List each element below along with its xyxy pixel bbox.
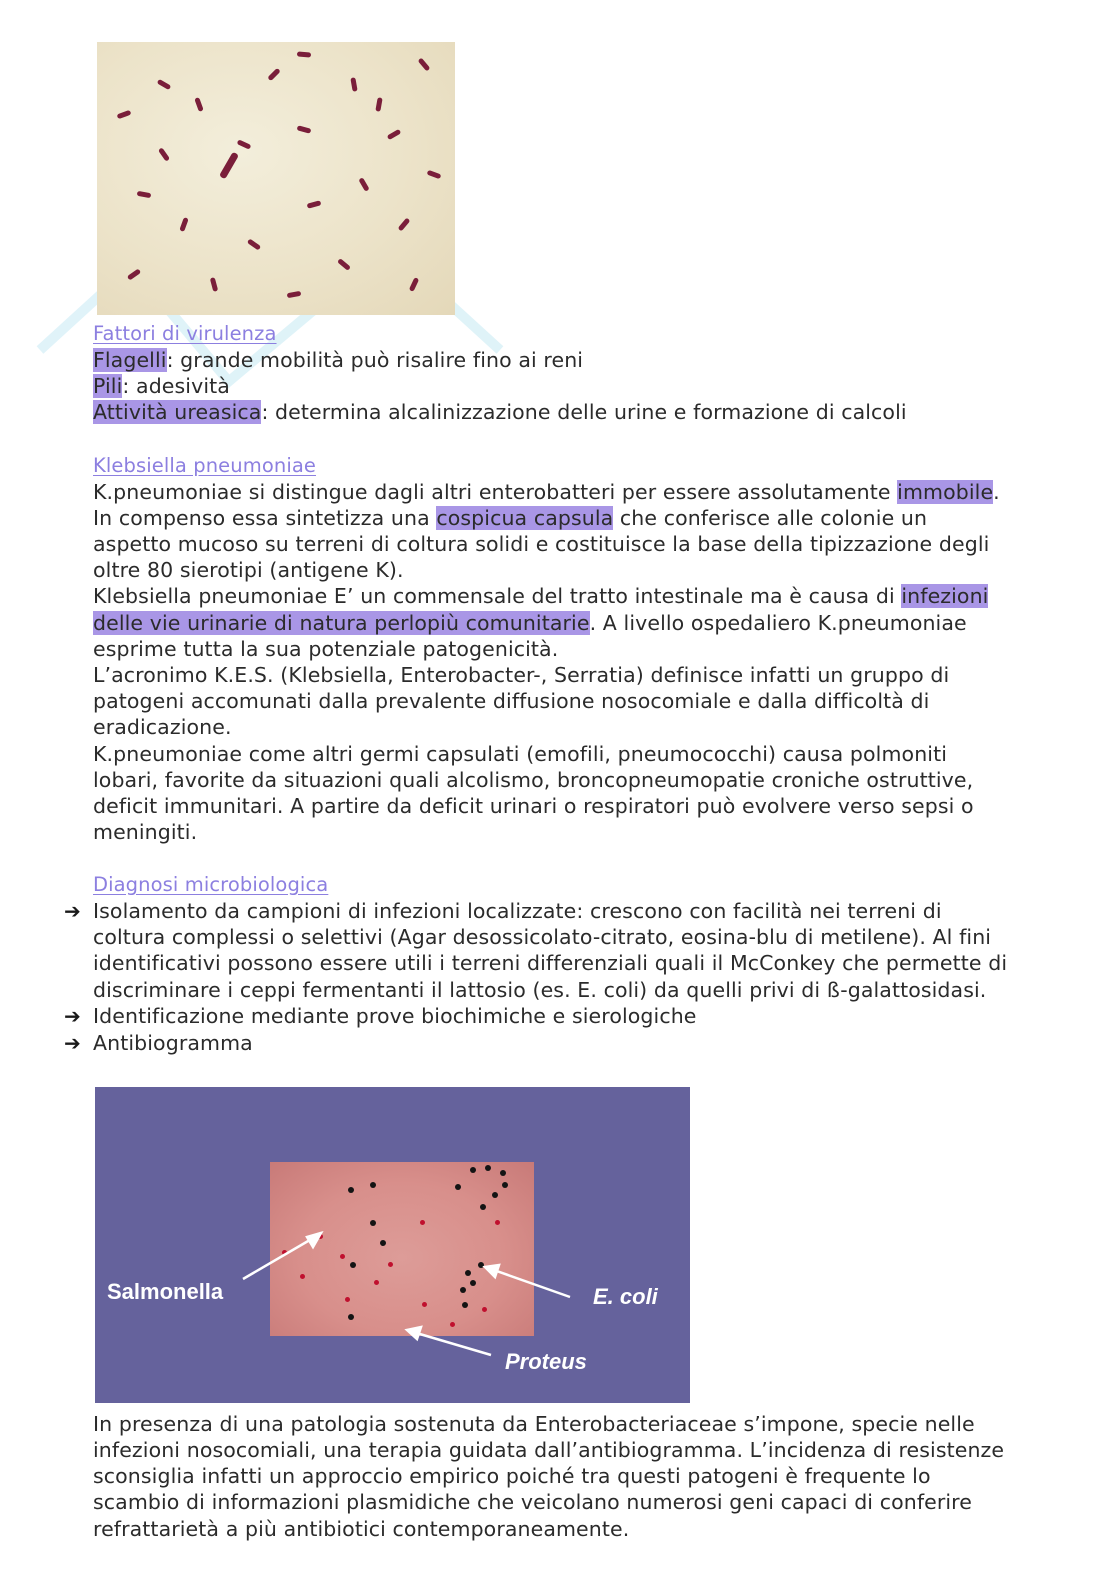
label-proteus: Proteus bbox=[505, 1349, 587, 1374]
diagnosis-bullet-line: coltura complessi o selettivi (Agar desossicolato-citrato, eosina-blu di metilene). Al fini bbox=[93, 925, 992, 949]
klebsiella-line: aspetto mucoso su terreni di coltura solidi e costituisce la base della tipizzazione degli bbox=[93, 532, 990, 556]
klebsiella-line: delle vie urinarie di natura perlopiù comunitarie. A livello ospedaliero K.pneumoniae bbox=[93, 611, 967, 635]
virulence-item-flagelli: Flagelli: grande mobilità può risalire fino ai reni bbox=[93, 348, 584, 372]
klebsiella-line: L’acronimo K.E.S. (Klebsiella, Enterobacter-, Serratia) definisce infatti un gruppo di bbox=[93, 663, 950, 687]
heading-klebsiella: Klebsiella pneumoniae bbox=[93, 454, 316, 477]
klebsiella-line: eradicazione. bbox=[93, 715, 232, 739]
heading-diagnosis: Diagnosi microbiologica bbox=[93, 873, 329, 896]
label-ecoli: E. coli bbox=[593, 1284, 658, 1309]
klebsiella-line: oltre 80 sierotipi (antigene K). bbox=[93, 558, 404, 582]
klebsiella-line: esprime tutta la sua potenziale patogenicità. bbox=[93, 637, 559, 661]
klebsiella-line: lobari, favorite da situazioni quali alcolismo, broncopneumopatie croniche ostruttive, bbox=[93, 768, 974, 792]
diagnosis-bullet-line: Antibiogramma bbox=[93, 1031, 253, 1055]
klebsiella-line: K.pneumoniae si distingue dagli altri enterobatteri per essere assolutamente immobile. bbox=[93, 480, 1000, 504]
closing-line: sconsiglia infatti un approccio empirico poiché tra questi patogeni è frequente lo bbox=[93, 1464, 931, 1488]
diagnosis-bullet-line: Isolamento da campioni di infezioni localizzate: crescono con facilità nei terreni di bbox=[93, 899, 942, 923]
label-salmonella: Salmonella bbox=[107, 1279, 224, 1304]
closing-line: scambio di informazioni plasmidiche che veicolano numerosi geni capaci di conferire bbox=[93, 1490, 972, 1514]
diagnosis-bullet-line: Identificazione mediante prove biochimiche e sierologiche bbox=[93, 1004, 697, 1028]
klebsiella-line: meningiti. bbox=[93, 820, 198, 844]
arrow-right-icon: ➔ bbox=[64, 1004, 81, 1028]
virulence-item-pili: Pili: adesività bbox=[93, 374, 230, 398]
klebsiella-line: In compenso essa sintetizza una cospicua capsula che conferisce alle colonie un bbox=[93, 506, 928, 530]
figure-arrows bbox=[95, 1087, 690, 1403]
heading-virulence: Fattori di virulenza bbox=[93, 322, 277, 345]
diagnosis-bullet-line: discriminare i ceppi fermentanti il lattosio (es. E. coli) da quelli privi di ß-galattosidasi. bbox=[93, 978, 987, 1002]
bacteria-micrograph bbox=[97, 42, 455, 315]
closing-line: In presenza di una patologia sostenuta da Enterobacteriaceae s’impone, specie nelle bbox=[93, 1412, 975, 1436]
virulence-item-ureasica: Attività ureasica: determina alcalinizzazione delle urine e formazione di calcoli bbox=[93, 400, 907, 424]
arrow-right-icon: ➔ bbox=[64, 1031, 81, 1055]
klebsiella-line: deficit immunitari. A partire da deficit urinari o respiratori può evolvere verso sepsi o bbox=[93, 794, 974, 818]
diagnosis-bullet-line: identificativi possono essere utili i terreni differenziali quali il McConkey che permette di bbox=[93, 951, 1008, 975]
closing-line: refrattarietà a più antibiotici contemporaneamente. bbox=[93, 1517, 630, 1541]
closing-line: infezioni nosocomiali, una terapia guidata dall’antibiogramma. L’incidenza di resistenze bbox=[93, 1438, 1005, 1462]
klebsiella-line: patogeni accomunati dalla prevalente diffusione nosocomiale e dalla difficoltà di bbox=[93, 689, 930, 713]
klebsiella-line: K.pneumoniae come altri germi capsulati (emofili, pneumococchi) causa polmoniti bbox=[93, 742, 948, 766]
agar-plate-figure bbox=[95, 1087, 690, 1403]
arrow-right-icon: ➔ bbox=[64, 899, 81, 923]
klebsiella-line: Klebsiella pneumoniae E’ un commensale del tratto intestinale ma è causa di infezioni bbox=[93, 584, 989, 608]
